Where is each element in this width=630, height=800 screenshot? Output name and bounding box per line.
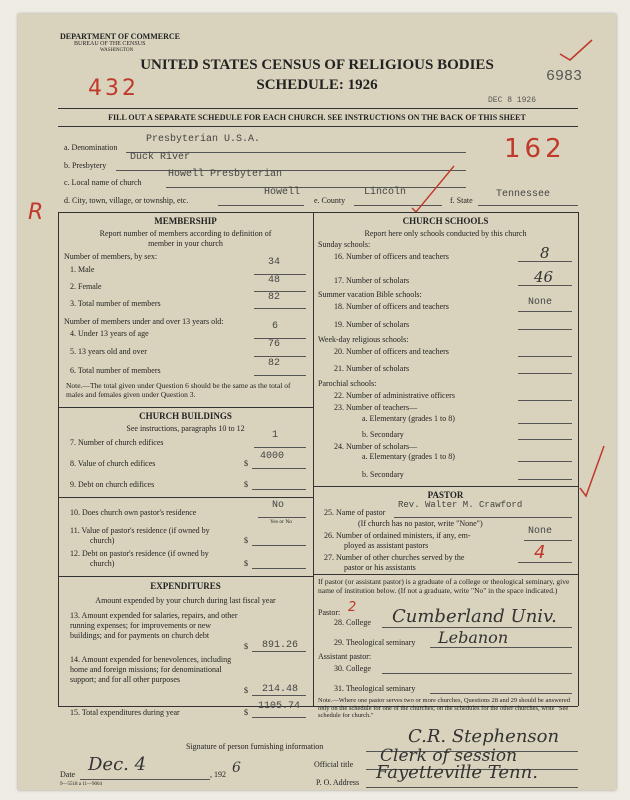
total-members-age-label: 6. Total number of members xyxy=(70,366,161,375)
vacation-schools-label: Summer vacation Bible schools: xyxy=(318,290,422,299)
department-label: DEPARTMENT OF COMMERCE xyxy=(60,32,181,41)
total-expenditures-value: 1105.74 xyxy=(258,701,301,712)
vacation-officers-label: 18. Number of officers and teachers xyxy=(334,302,449,311)
pastor-name-label: 25. Name of pastor xyxy=(324,508,386,517)
scholars-elementary-label: a. Elementary (grades 1 to 8) xyxy=(362,452,455,461)
scholars-label: 24. Number of scholars— xyxy=(334,442,418,451)
state-value: Tennessee xyxy=(496,189,551,200)
pastor-sub-label: Pastor: xyxy=(318,608,341,617)
dollar-sign: $ xyxy=(244,708,248,717)
admin-officers-label: 22. Number of administrative officers xyxy=(334,391,455,400)
check-slash-icon xyxy=(402,164,462,214)
teachers-label: 23. Number of teachers— xyxy=(334,403,418,412)
county-label: e. County xyxy=(314,196,346,205)
ordained-ministers-label-2: ployed as assistant pastors xyxy=(344,541,429,550)
state-label: f. State xyxy=(450,196,473,205)
stamp-date: DEC 8 1926 xyxy=(488,96,537,105)
teachers-elementary-label: a. Elementary (grades 1 to 8) xyxy=(362,414,455,423)
buildings-heading: CHURCH BUILDINGS xyxy=(139,411,232,421)
city-town-value: Howell xyxy=(264,187,301,198)
date-value: Dec. 4 xyxy=(88,754,147,775)
pastor-name-hint: (If church has no pastor, write "None") xyxy=(358,519,483,528)
sunday-officers-label: 16. Number of officers and teachers xyxy=(334,252,449,261)
male-value: 34 xyxy=(268,257,281,268)
female-label: 2. Female xyxy=(70,282,102,291)
form-title: UNITED STATES CENSUS OF RELIGIOUS BODIES xyxy=(140,57,494,73)
benevolences-label: 14. Amount expended for benevolences, including home and foreign missions; for denominational support; and for all other purposes xyxy=(70,655,232,684)
po-address-value: Fayetteville Tenn. xyxy=(376,762,538,783)
ordained-ministers-label-1: 26. Number of ordained ministers, if any, em- xyxy=(324,531,471,540)
denomination-label: a. Denomination xyxy=(64,143,118,152)
schools-intro: Report here only schools conducted by this church xyxy=(364,229,527,238)
expenditures-heading: EXPENDITURES xyxy=(150,581,221,591)
pastor-note: Note.—Where one pastor serves two or more churches, Questions 28 and 29 should be answered only on the schedule for one of the churches; on the schedules for the other churches, write "See schedule for church." xyxy=(318,697,570,719)
male-label: 1. Male xyxy=(70,265,95,274)
schools-heading: CHURCH SCHOOLS xyxy=(402,216,489,226)
bureau-label: BUREAU OF THE CENSUS xyxy=(74,41,146,47)
other-churches-label-1: 27. Number of other churches served by the xyxy=(324,553,465,562)
members-by-sex-label: Number of members, by sex: xyxy=(64,252,158,261)
over-13-value: 76 xyxy=(268,339,281,350)
denomination-value: Presbyterian U.S.A. xyxy=(146,134,261,145)
running-expenses-value: 891.26 xyxy=(262,640,299,651)
graduate-note: If pastor (or assistant pastor) is a graduate of a college or theological seminary, give name of institution below. (If not a graduate, write "No" in the space indicated.) xyxy=(318,577,570,595)
sunday-schools-label: Sunday schools: xyxy=(318,240,371,249)
vacation-officers-value: None xyxy=(528,297,553,308)
under-13-value: 6 xyxy=(272,321,279,332)
date-label: Date xyxy=(60,770,76,779)
city-label: WASHINGTON xyxy=(100,48,134,53)
dollar-sign: $ xyxy=(244,459,248,468)
total-expenditures-label: 15. Total expenditures during year xyxy=(70,708,180,717)
membership-note: Note.—The total given under Question 6 should be the same as the total of males and females given under Question 3. xyxy=(66,381,291,399)
other-churches-value: 4 xyxy=(534,542,546,563)
asst-seminary-label: 31. Theological seminary xyxy=(334,684,416,693)
church-name-value: Howell Presbyterian xyxy=(168,169,283,180)
year-label: , 192 xyxy=(210,770,226,779)
owns-residence-value: No xyxy=(272,500,285,511)
pastor-name-value: Rev. Walter M. Crawford xyxy=(398,500,523,510)
college-value: Cumberland Univ. xyxy=(392,606,557,627)
presbytery-label: b. Presbytery xyxy=(64,161,107,170)
dollar-sign: $ xyxy=(244,480,248,489)
sunday-officers-value: 8 xyxy=(540,244,550,262)
stamp-number: 6983 xyxy=(546,68,583,85)
official-title-value: Clerk of session xyxy=(380,746,518,766)
form-code: 9—5518 a 11—9064 xyxy=(60,782,103,787)
owns-residence-label: 10. Does church own pastor's residence xyxy=(70,508,197,517)
signature-label: Signature of person furnishing information xyxy=(186,742,324,751)
dollar-sign: $ xyxy=(244,536,248,545)
handwritten-count: 162 xyxy=(504,134,566,164)
under-13-label: 4. Under 13 years of age xyxy=(70,329,149,338)
total-members-age-value: 82 xyxy=(268,358,281,369)
red-2-mark: 2 xyxy=(348,600,357,615)
red-r-mark: R xyxy=(28,200,44,225)
female-value: 48 xyxy=(268,275,281,286)
asst-college-label: 30. College xyxy=(334,664,371,673)
buildings-intro: See instructions, paragraphs 10 to 12 xyxy=(126,424,245,433)
instruction-line: FILL OUT A SEPARATE SCHEDULE FOR EACH CHURCH. SEE INSTRUCTIONS ON THE BACK OF THIS SHEET xyxy=(108,113,526,122)
edifice-value-label: 8. Value of church edifices xyxy=(70,459,156,468)
ordained-ministers-value: None xyxy=(528,526,553,537)
teachers-secondary-label: b. Secondary xyxy=(362,430,404,439)
scholars-secondary-label: b. Secondary xyxy=(362,470,404,479)
handwritten-number: 432 xyxy=(88,76,139,101)
sunday-scholars-label: 17. Number of scholars xyxy=(334,276,410,285)
over-13-label: 5. 13 years old and over xyxy=(70,347,147,356)
edifices-value: 1 xyxy=(272,430,279,441)
checkmark-icon xyxy=(558,38,594,64)
weekday-schools-label: Week-day religious schools: xyxy=(318,335,409,344)
edifices-label: 7. Number of church edifices xyxy=(70,438,164,447)
parochial-schools-label: Parochial schools: xyxy=(318,379,377,388)
signature-value: C.R. Stephenson xyxy=(408,726,560,747)
pastor-heading: PASTOR xyxy=(427,490,464,500)
membership-heading: MEMBERSHIP xyxy=(154,216,217,226)
po-address-label: P. O. Address xyxy=(316,778,360,787)
edifice-debt-label: 9. Debt on church edifices xyxy=(70,480,155,489)
residence-debt-label-1: 12. Debt on pastor's residence (if owned by xyxy=(70,549,209,558)
seminary-value: Lebanon xyxy=(438,628,509,647)
seminary-label: 29. Theological seminary xyxy=(334,638,416,647)
county-value: Lincoln xyxy=(364,187,407,198)
city-town-label: d. City, town, village, or township, etc. xyxy=(64,196,189,205)
other-churches-label-2: pastor or his assistants xyxy=(344,563,416,572)
schedule-title: SCHEDULE: 1926 xyxy=(256,77,378,93)
vacation-scholars-label: 19. Number of scholars xyxy=(334,320,410,329)
official-title-label: Official title xyxy=(314,760,354,769)
college-label: 28. College xyxy=(334,618,371,627)
dollar-sign: $ xyxy=(244,559,248,568)
residence-value-label-2: church) xyxy=(90,536,115,545)
weekday-officers-label: 20. Number of officers and teachers xyxy=(334,347,449,356)
presbytery-value: Duck River xyxy=(130,152,191,163)
year-handwritten: 6 xyxy=(232,760,241,776)
checkmark-icon xyxy=(578,444,608,498)
running-expenses-label: 13. Amount expended for salaries, repairs, and other running expenses; for improvements or new buildings; and for payments on church debt xyxy=(70,611,238,640)
assistant-pastor-label: Assistant pastor: xyxy=(318,652,372,661)
expenditures-intro: Amount expended by your church during last fiscal year xyxy=(95,596,276,605)
weekday-scholars-label: 21. Number of scholars xyxy=(334,364,410,373)
total-members-label: 3. Total number of members xyxy=(70,299,161,308)
yes-or-no-hint: Yes or No xyxy=(270,519,293,525)
dollar-sign: $ xyxy=(244,686,248,695)
census-schedule-sheet xyxy=(18,14,616,790)
membership-intro-1: Report number of members according to definition of xyxy=(99,229,272,238)
age-intro-label: Number of members under and over 13 years old: xyxy=(64,317,224,326)
membership-intro-2: member in your church xyxy=(148,239,223,248)
church-name-label: c. Local name of church xyxy=(64,178,142,187)
dollar-sign: $ xyxy=(244,642,248,651)
residence-debt-label-2: church) xyxy=(90,559,115,568)
residence-value-label-1: 11. Value of pastor's residence (if owned by xyxy=(70,526,210,535)
sunday-scholars-value: 46 xyxy=(534,268,554,286)
total-members-value: 82 xyxy=(268,292,281,303)
edifice-value-value: 4000 xyxy=(260,451,285,462)
benevolences-value: 214.48 xyxy=(262,684,299,695)
